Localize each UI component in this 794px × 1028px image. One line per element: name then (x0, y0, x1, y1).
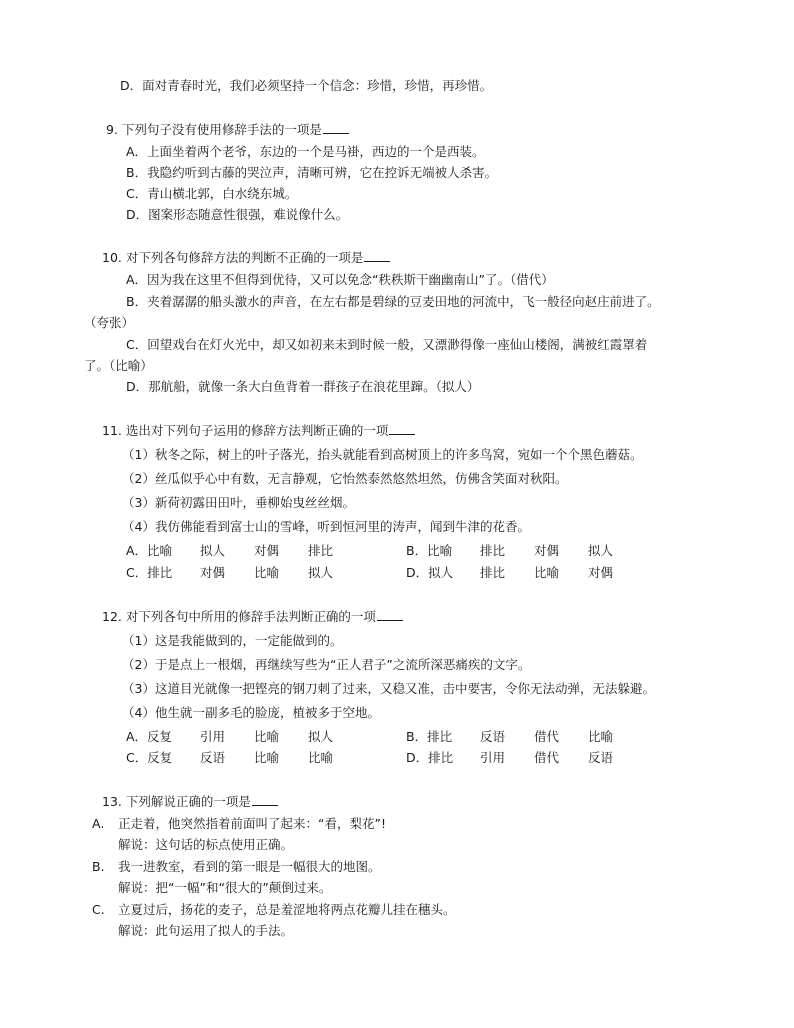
option-cell: 比喻 (254, 729, 280, 744)
option-cell: 对偶 (534, 543, 560, 558)
option-cell: A．比喻 (126, 543, 173, 558)
q12-option-b (406, 727, 613, 747)
option-cell: A．反复 (126, 729, 173, 744)
q12-sentence-2: （2）于是点上一根烟，再继续写些为“正人君子”之流所深恶痛疾的文字。 (122, 657, 531, 672)
option-cell: 对偶 (588, 565, 614, 580)
option-cell: 比喻 (534, 565, 560, 580)
q11-stem-text: 11. 选出对下列句子运用的修辞方法判断正确的一项 (102, 423, 389, 438)
option-cell: 引用 (200, 729, 226, 744)
q11-sentence-2: （2）丝瓜似乎心中有数，无言静观，它怡然泰然悠然坦然，仿佛含笑面对秋阳。 (122, 471, 568, 486)
option-cell: 排比 (480, 543, 506, 558)
option-cell: 拟人 (308, 729, 334, 744)
q12-sentence-1: （1）这是我能做到的，一定能做到的。 (122, 633, 343, 648)
q13-option-c-label: C. (92, 902, 105, 917)
option-cell: B．排比 (406, 729, 453, 744)
q13-option-a-note: 解说：这句话的标点使用正确。 (118, 837, 294, 852)
option-cell: 比喻 (308, 750, 334, 765)
q11-option-c (126, 563, 333, 583)
q11-option-a (126, 541, 333, 561)
answer-blank (364, 249, 390, 262)
q13-option-a-label: A. (92, 816, 105, 831)
option-cell: 排比 (308, 543, 334, 558)
q13-option-a: 正走着，他突然指着前面叫了起来：“看，梨花”! (118, 816, 386, 831)
option-cell: 借代 (534, 729, 560, 744)
q9-option-b: B．我隐约听到古藤的哭泣声，清晰可辨，它在控诉无端被人杀害。 (126, 165, 498, 180)
q13-option-c: 立夏过后，扬花的麦子，总是羞涩地将两点花瓣儿挂在穗头。 (118, 902, 456, 917)
answer-blank (377, 608, 403, 621)
option-cell: 反语 (480, 729, 506, 744)
q13-option-c-note: 解说：此句运用了拟人的手法。 (118, 923, 294, 938)
q9-option-c: C．青山横北郭，白水绕东城。 (126, 186, 298, 201)
q10-option-b: B．夹着潺潺的船头激水的声音，在左右都是碧绿的豆麦田地的河流中，飞一般径向赵庄前进了。 (126, 294, 660, 309)
q12-sentence-4: （4）他生就一副多毛的脸庞，植被多于空地。 (122, 705, 380, 720)
q11-sentence-1: （1）秋冬之际，树上的叶子落光，抬头就能看到高树顶上的许多鸟窝，宛如一个个黑色蘑菇。 (122, 447, 643, 462)
q13-option-b-label: B. (92, 859, 105, 874)
q10-option-d: D．那航船，就像一条大白鱼背着一群孩子在浪花里蹿。（拟人） (126, 379, 480, 394)
q12-option-a (126, 727, 333, 747)
q13-stem-text: 13. 下列解说正确的一项是 (102, 794, 251, 809)
q9-option-d: D．图案形态随意性很强，难说像什么。 (126, 207, 349, 222)
q11-option-b (406, 541, 613, 561)
q10-stem-text: 10. 对下列各句修辞方法的判断不正确的一项是 (102, 250, 364, 265)
q10-option-a: A．因为我在这里不但得到优待，又可以免念“秩秩斯干幽幽南山”了。（借代） (126, 272, 554, 287)
option-cell: 比喻 (254, 750, 280, 765)
q10-option-c-cont: 了。（比喻） (84, 358, 153, 373)
option-cell: 比喻 (588, 729, 614, 744)
option-cell: 对偶 (254, 543, 280, 558)
answer-blank (323, 121, 349, 134)
q11-sentence-3: （3）新荷初露田田叶，垂柳始曳丝丝烟。 (122, 495, 355, 510)
q12-stem (102, 607, 403, 627)
q8-option-d: D．面对青春时光，我们必须坚持一个信念：珍惜，珍惜，再珍惜。 (120, 78, 493, 93)
option-cell: 反语 (588, 750, 614, 765)
q9-stem (106, 120, 349, 140)
option-cell: 引用 (480, 750, 506, 765)
option-cell: D．排比 (406, 750, 454, 765)
option-cell: 排比 (480, 565, 506, 580)
q12-option-c (126, 748, 333, 768)
option-cell: C．反复 (126, 750, 173, 765)
option-cell: B．比喻 (406, 543, 453, 558)
q10-stem (102, 248, 390, 268)
q13-option-b-note: 解说：把“一幅”和“很大的”颠倒过来。 (118, 880, 332, 895)
answer-blank (389, 422, 415, 435)
option-cell: C．排比 (126, 565, 173, 580)
q13-option-b: 我一进教室，看到的第一眼是一幅很大的地图。 (118, 859, 381, 874)
option-cell: 反语 (200, 750, 226, 765)
q9-option-a: A．上面坐着两个老爷，东边的一个是马褂，西边的一个是西装。 (126, 144, 485, 159)
q13-stem (102, 792, 278, 812)
q10-option-c: C．回望戏台在灯火光中，却又如初来未到时候一般，又漂渺得像一座仙山楼阁，满被红霞罩着 (126, 337, 648, 352)
q12-sentence-3: （3）这道目光就像一把铿亮的钢刀刺了过来，又稳又准，击中要害，令你无法动弹，无法躲避。 (122, 681, 655, 696)
option-cell: 拟人 (308, 565, 334, 580)
q11-sentence-4: （4）我仿佛能看到富士山的雪峰，听到恒河里的涛声，闻到牛津的花香。 (122, 519, 530, 534)
option-cell: 借代 (534, 750, 560, 765)
option-cell: 比喻 (254, 565, 280, 580)
option-cell: 拟人 (588, 543, 614, 558)
q9-stem-text: 9. 下列句子没有使用修辞手法的一项是 (106, 122, 322, 137)
q10-option-b-cont: （夸张） (84, 315, 135, 330)
q11-option-d (406, 563, 613, 583)
q11-stem (102, 421, 415, 441)
option-cell: D．拟人 (406, 565, 454, 580)
q12-option-d (406, 748, 613, 768)
option-cell: 拟人 (200, 543, 226, 558)
answer-blank (252, 793, 278, 806)
option-cell: 对偶 (200, 565, 226, 580)
q12-stem-text: 12. 对下列各句中所用的修辞手法判断正确的一项 (102, 609, 376, 624)
